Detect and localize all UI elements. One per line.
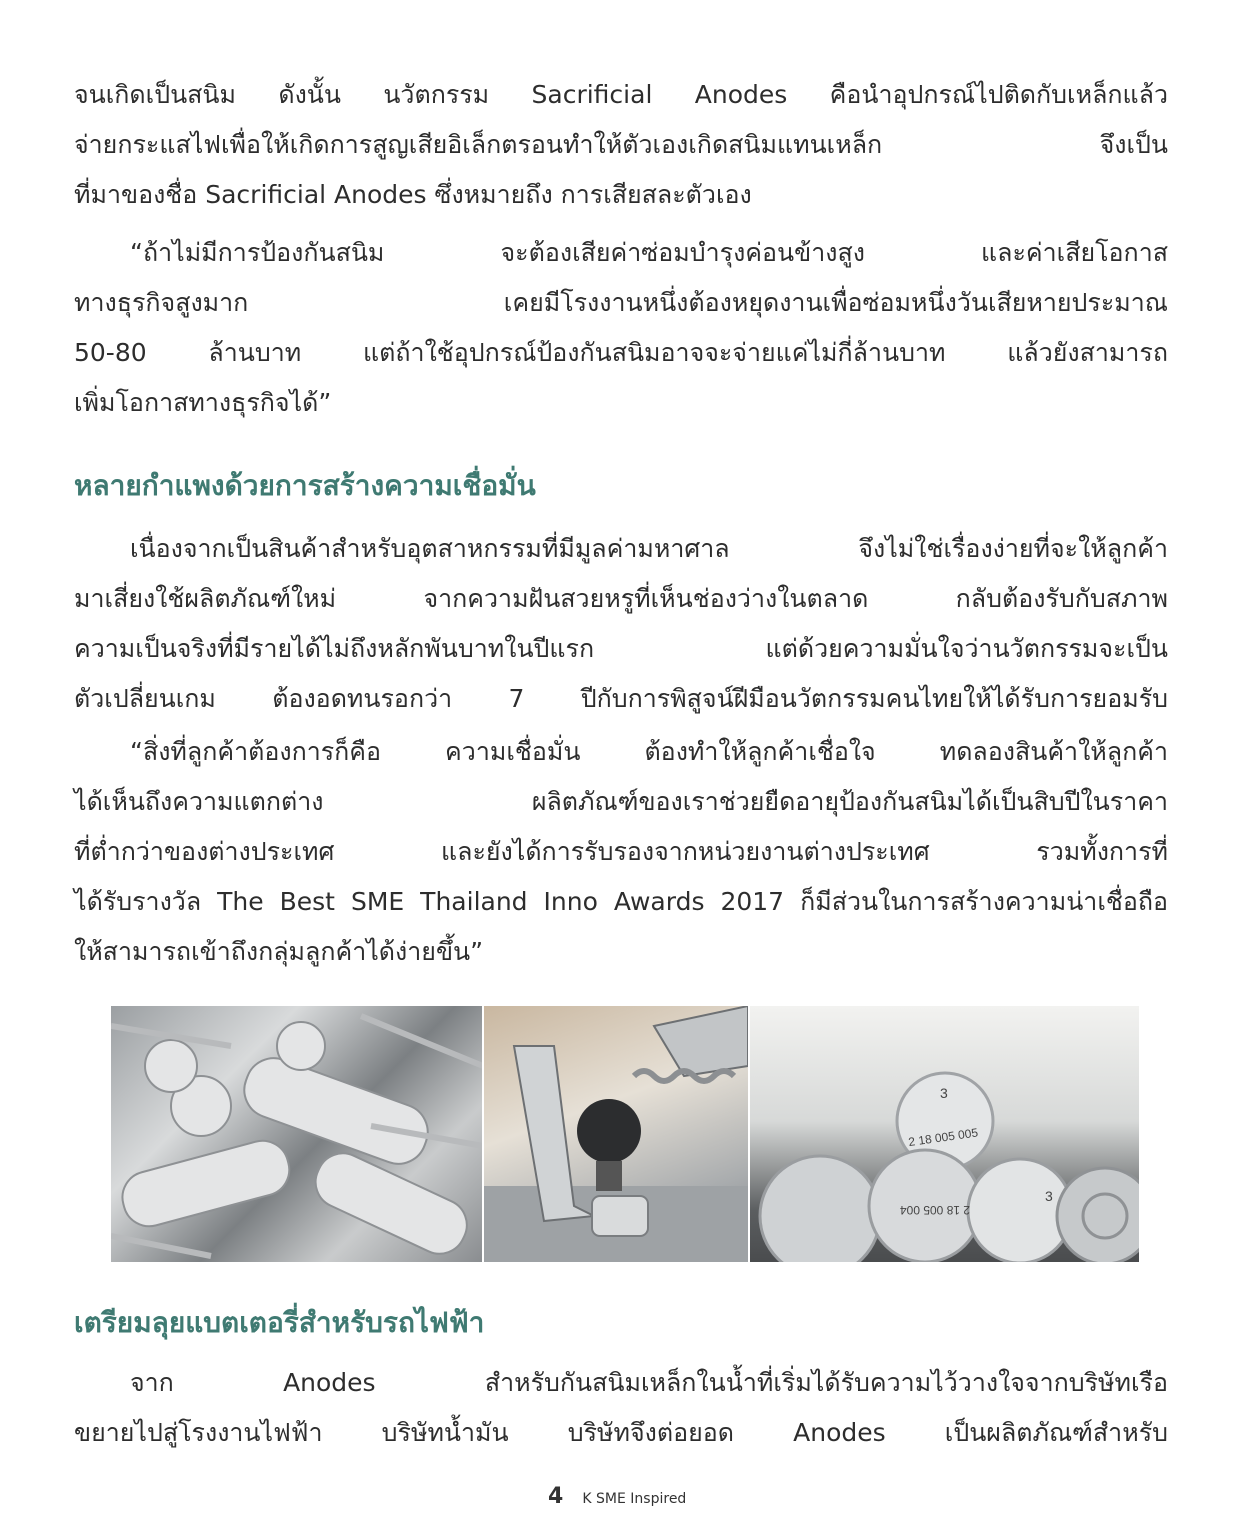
rod-ends-illustration: [750, 1006, 1139, 1262]
rod-label: 3: [1044, 1188, 1053, 1204]
quote-2: [74, 727, 1168, 977]
text-line: ให้สามารถเข้าถึงกลุ่มลูกค้าได้ง่ายขึ้น”: [74, 937, 484, 966]
text-line: ได้เห็นถึงความแตกต่าง ผลิตภัณฑ์ของเราช่วยยืดอายุป้องกันสนิมได้เป็นสิบปีในราคา: [74, 787, 1168, 816]
publication-name: K SME Inspired: [582, 1491, 687, 1507]
rod-label: 2 18 005 005: [907, 1125, 979, 1150]
text-line: เพิ่มโอกาสทางธุรกิจได้”: [74, 388, 332, 417]
anode-stack-illustration: [111, 1006, 482, 1262]
text-line: ตัวเปลี่ยนเกม ต้องอดทนรอกว่า 7 ปีกับการพิสูจน์ฝีมือนวัตกรรมคนไทยให้ได้รับการยอมรับ: [74, 684, 1168, 713]
quote-1: [74, 228, 1168, 428]
photo-test-clamp: [484, 1006, 747, 1262]
photo-strip: [111, 1006, 1139, 1262]
paragraph-ev-battery: [74, 1358, 1168, 1458]
text-line: จนเกิดเป็นสนิม ดังนั้น นวัตกรรม Sacrificial Anodes คือนำอุปกรณ์ไปติดกับเหล็กแล้ว: [74, 80, 1168, 109]
text-line: ได้รับรางวัล The Best SME Thailand Inno Awards 2017 ก็มีส่วนในการสร้างความน่าเชื่อถือ: [74, 887, 1168, 916]
text-line: มาเสี่ยงใช้ผลิตภัณฑ์ใหม่ จากความฝันสวยหรูที่เห็นช่องว่างในตลาด กลับต้องรับกับสภาพ: [74, 584, 1168, 613]
text-line: จาก Anodes สำหรับกันสนิมเหล็กในน้ำที่เริ่มได้รับความไว้วางใจจากบริษัทเรือ: [130, 1368, 1168, 1397]
rod-label: 3: [939, 1085, 948, 1101]
photo-rod-ends: [750, 1006, 1139, 1262]
text-line: ขยายไปสู่โรงงานไฟฟ้า บริษัทน้ำมัน บริษัทจึงต่อยอด Anodes เป็นผลิตภัณฑ์สำหรับ: [74, 1418, 1168, 1447]
page-footer: [548, 1484, 686, 1509]
text-line: “สิ่งที่ลูกค้าต้องการก็คือ ความเชื่อมั่น ต้องทำให้ลูกค้าเชื่อใจ ทดลองสินค้าให้ลูกค้า: [130, 737, 1168, 766]
text-line: ความเป็นจริงที่มีรายได้ไม่ถึงหลักพันบาทในปีแรก แต่ด้วยความมั่นใจว่านวัตกรรมจะเป็น: [74, 634, 1168, 663]
text-line: “ถ้าไม่มีการป้องกันสนิม จะต้องเสียค่าซ่อมบำรุงค่อนข้างสูง และค่าเสียโอกาส: [130, 238, 1168, 267]
page-number: 4: [548, 1484, 564, 1509]
photo-anode-stack: [111, 1006, 482, 1262]
text-line: ทางธุรกิจสูงมาก เคยมีโรงงานหนึ่งต้องหยุดงานเพื่อซ่อมหนึ่งวันเสียหายประมาณ: [74, 288, 1168, 317]
text-line: 50-80 ล้านบาท แต่ถ้าใช้อุปกรณ์ป้องกันสนิมอาจจะจ่ายแค่ไม่กี่ล้านบาท แล้วยังสามารถ: [74, 338, 1168, 367]
paragraph-trust: [74, 524, 1168, 724]
text-line: เนื่องจากเป็นสินค้าสำหรับอุตสาหกรรมที่มีมูลค่ามหาศาล จึงไม่ใช่เรื่องง่ายที่จะให้ลูกค้า: [130, 534, 1168, 563]
text-line: จ่ายกระแสไฟเพื่อให้เกิดการสูญเสียอิเล็กตรอนทำให้ตัวเองเกิดสนิมแทนเหล็ก จึงเป็น: [74, 130, 1168, 159]
test-clamp-illustration: [484, 1006, 747, 1262]
section-heading-ev-battery: เตรียมลุยแบตเตอรี่สำหรับรถไฟฟ้า: [74, 1306, 485, 1339]
text-line: ที่มาของชื่อ Sacrificial Anodes ซึ่งหมายถึง การเสียสละตัวเอง: [74, 180, 752, 209]
paragraph-intro: [74, 70, 1168, 220]
text-line: ที่ต่ำกว่าของต่างประเทศ และยังได้การรับรองจากหน่วยงานต่างประเทศ รวมทั้งการที่: [74, 837, 1168, 866]
section-heading-trust: หลายกำแพงด้วยการสร้างความเชื่อมั่น: [74, 469, 536, 502]
rod-label: 2 18 005 004: [899, 1203, 970, 1217]
